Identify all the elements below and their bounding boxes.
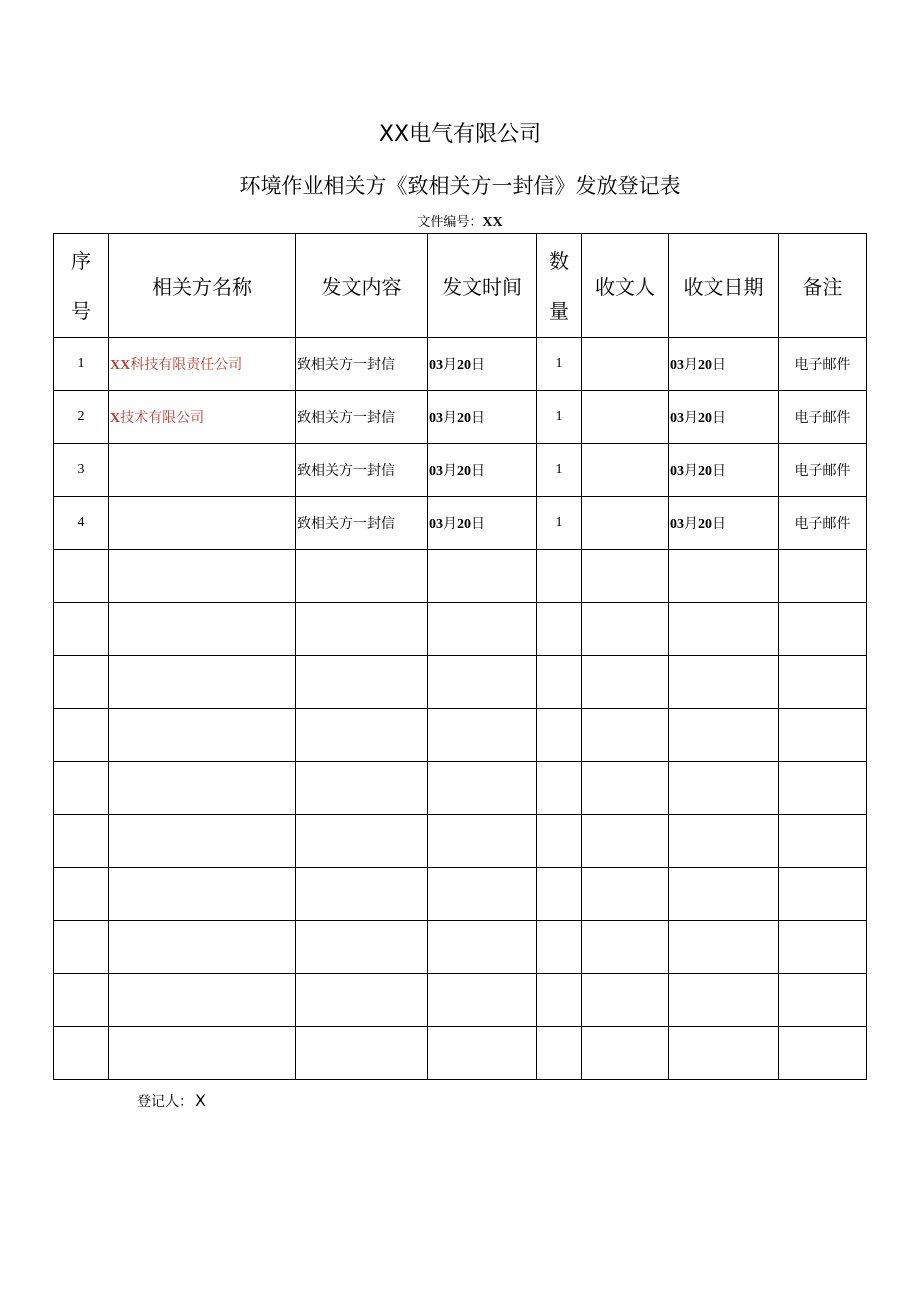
cell-seq: 4 xyxy=(54,497,109,550)
cell-empty xyxy=(109,709,296,762)
cell-empty xyxy=(779,1027,867,1080)
cell-note: 电子邮件 xyxy=(779,338,867,391)
cell-empty xyxy=(296,921,428,974)
cell-seq: 3 xyxy=(54,444,109,497)
doc-number-value: XX xyxy=(482,215,503,230)
cell-receive-date: 03月20日 xyxy=(669,338,779,391)
col-header-quantity: 数 量 xyxy=(537,234,582,338)
cell-empty xyxy=(537,1027,582,1080)
cell-empty xyxy=(54,868,109,921)
cell-empty xyxy=(54,974,109,1027)
cell-empty xyxy=(109,656,296,709)
cell-empty xyxy=(296,656,428,709)
cell-seq: 2 xyxy=(54,391,109,444)
table-row xyxy=(54,497,867,550)
cell-empty xyxy=(537,656,582,709)
cell-send-time: 03月20日 xyxy=(428,444,537,497)
cell-send-time: 03月20日 xyxy=(428,391,537,444)
table-row-empty xyxy=(54,921,867,974)
cell-empty xyxy=(582,868,669,921)
cell-empty xyxy=(582,1027,669,1080)
table-row-empty xyxy=(54,656,867,709)
cell-empty xyxy=(779,974,867,1027)
cell-empty xyxy=(296,868,428,921)
cell-empty xyxy=(109,603,296,656)
table-row-empty xyxy=(54,974,867,1027)
cell-empty xyxy=(296,974,428,1027)
cell-empty xyxy=(779,603,867,656)
cell-receive-date: 03月20日 xyxy=(669,497,779,550)
cell-empty xyxy=(582,656,669,709)
cell-empty xyxy=(779,709,867,762)
doc-number xyxy=(0,214,920,232)
col-header-content: 发文内容 xyxy=(296,234,428,338)
cell-empty xyxy=(582,815,669,868)
cell-empty xyxy=(669,762,779,815)
cell-empty xyxy=(54,1027,109,1080)
cell-party-name xyxy=(109,444,296,497)
registrar xyxy=(137,1091,206,1112)
cell-empty xyxy=(779,868,867,921)
cell-party-name: XX科技有限责任公司 xyxy=(109,338,296,391)
cell-empty xyxy=(537,921,582,974)
register-table xyxy=(53,233,867,1080)
cell-send-time: 03月20日 xyxy=(428,338,537,391)
cell-empty xyxy=(582,974,669,1027)
cell-empty xyxy=(109,974,296,1027)
cell-party-name: X技术有限公司 xyxy=(109,391,296,444)
cell-empty xyxy=(669,868,779,921)
col-header-send-time: 发文时间 xyxy=(428,234,537,338)
cell-empty xyxy=(582,603,669,656)
cell-empty xyxy=(537,550,582,603)
cell-send-time: 03月20日 xyxy=(428,497,537,550)
table-header-row xyxy=(54,234,867,338)
cell-empty xyxy=(109,868,296,921)
cell-content: 致相关方一封信 xyxy=(296,338,428,391)
registrar-value: X xyxy=(195,1091,206,1110)
col-header-receive-date: 收文日期 xyxy=(669,234,779,338)
cell-empty xyxy=(428,709,537,762)
cell-recipient xyxy=(582,338,669,391)
table-row-empty xyxy=(54,868,867,921)
col-header-party-name: 相关方名称 xyxy=(109,234,296,338)
cell-empty xyxy=(669,815,779,868)
cell-empty xyxy=(54,709,109,762)
cell-empty xyxy=(779,921,867,974)
cell-recipient xyxy=(582,391,669,444)
cell-empty xyxy=(428,868,537,921)
table-row xyxy=(54,391,867,444)
cell-empty xyxy=(669,603,779,656)
cell-empty xyxy=(582,921,669,974)
doc-number-label: 文件编号： xyxy=(417,215,483,230)
cell-empty xyxy=(669,921,779,974)
cell-empty xyxy=(537,762,582,815)
cell-empty xyxy=(428,603,537,656)
cell-empty xyxy=(54,815,109,868)
cell-empty xyxy=(428,921,537,974)
cell-empty xyxy=(669,709,779,762)
cell-empty xyxy=(109,550,296,603)
cell-empty xyxy=(428,1027,537,1080)
cell-empty xyxy=(669,974,779,1027)
col-header-recipient: 收文人 xyxy=(582,234,669,338)
col-header-seq: 序 号 xyxy=(54,234,109,338)
cell-empty xyxy=(54,762,109,815)
cell-empty xyxy=(54,656,109,709)
cell-quantity: 1 xyxy=(537,444,582,497)
cell-empty xyxy=(428,974,537,1027)
cell-empty xyxy=(296,550,428,603)
cell-empty xyxy=(428,550,537,603)
cell-empty xyxy=(537,815,582,868)
cell-quantity: 1 xyxy=(537,391,582,444)
cell-content: 致相关方一封信 xyxy=(296,391,428,444)
cell-party-name xyxy=(109,497,296,550)
table-row xyxy=(54,338,867,391)
cell-empty xyxy=(582,709,669,762)
cell-empty xyxy=(296,603,428,656)
cell-note: 电子邮件 xyxy=(779,444,867,497)
cell-empty xyxy=(54,921,109,974)
cell-empty xyxy=(537,868,582,921)
cell-empty xyxy=(296,762,428,815)
cell-empty xyxy=(582,550,669,603)
cell-receive-date: 03月20日 xyxy=(669,444,779,497)
table-row-empty xyxy=(54,815,867,868)
table-row-empty xyxy=(54,709,867,762)
cell-empty xyxy=(109,762,296,815)
cell-receive-date: 03月20日 xyxy=(669,391,779,444)
cell-content: 致相关方一封信 xyxy=(296,444,428,497)
cell-recipient xyxy=(582,497,669,550)
table-row-empty xyxy=(54,1027,867,1080)
cell-empty xyxy=(428,656,537,709)
cell-empty xyxy=(537,974,582,1027)
table-row-empty xyxy=(54,762,867,815)
form-title: 环境作业相关方《致相关方一封信》发放登记表 xyxy=(239,174,681,198)
cell-empty xyxy=(54,603,109,656)
registrar-label: 登记人： xyxy=(137,1094,193,1110)
cell-seq: 1 xyxy=(54,338,109,391)
cell-empty xyxy=(779,815,867,868)
cell-empty xyxy=(537,709,582,762)
cell-empty xyxy=(582,762,669,815)
cell-quantity: 1 xyxy=(537,497,582,550)
cell-recipient xyxy=(582,444,669,497)
cell-empty xyxy=(109,921,296,974)
cell-empty xyxy=(669,656,779,709)
cell-empty xyxy=(54,550,109,603)
cell-note: 电子邮件 xyxy=(779,391,867,444)
cell-empty xyxy=(537,603,582,656)
table-row-empty xyxy=(54,550,867,603)
cell-empty xyxy=(669,550,779,603)
table-row-empty xyxy=(54,603,867,656)
cell-empty xyxy=(296,815,428,868)
cell-quantity: 1 xyxy=(537,338,582,391)
company-title: XX电气有限公司 xyxy=(378,122,542,147)
cell-empty xyxy=(109,815,296,868)
cell-empty xyxy=(669,1027,779,1080)
cell-empty xyxy=(428,762,537,815)
col-header-note: 备注 xyxy=(779,234,867,338)
cell-empty xyxy=(779,762,867,815)
cell-empty xyxy=(428,815,537,868)
cell-note: 电子邮件 xyxy=(779,497,867,550)
table-row xyxy=(54,444,867,497)
cell-empty xyxy=(779,550,867,603)
cell-empty xyxy=(109,1027,296,1080)
cell-empty xyxy=(296,1027,428,1080)
cell-empty xyxy=(296,709,428,762)
cell-content: 致相关方一封信 xyxy=(296,497,428,550)
cell-empty xyxy=(779,656,867,709)
